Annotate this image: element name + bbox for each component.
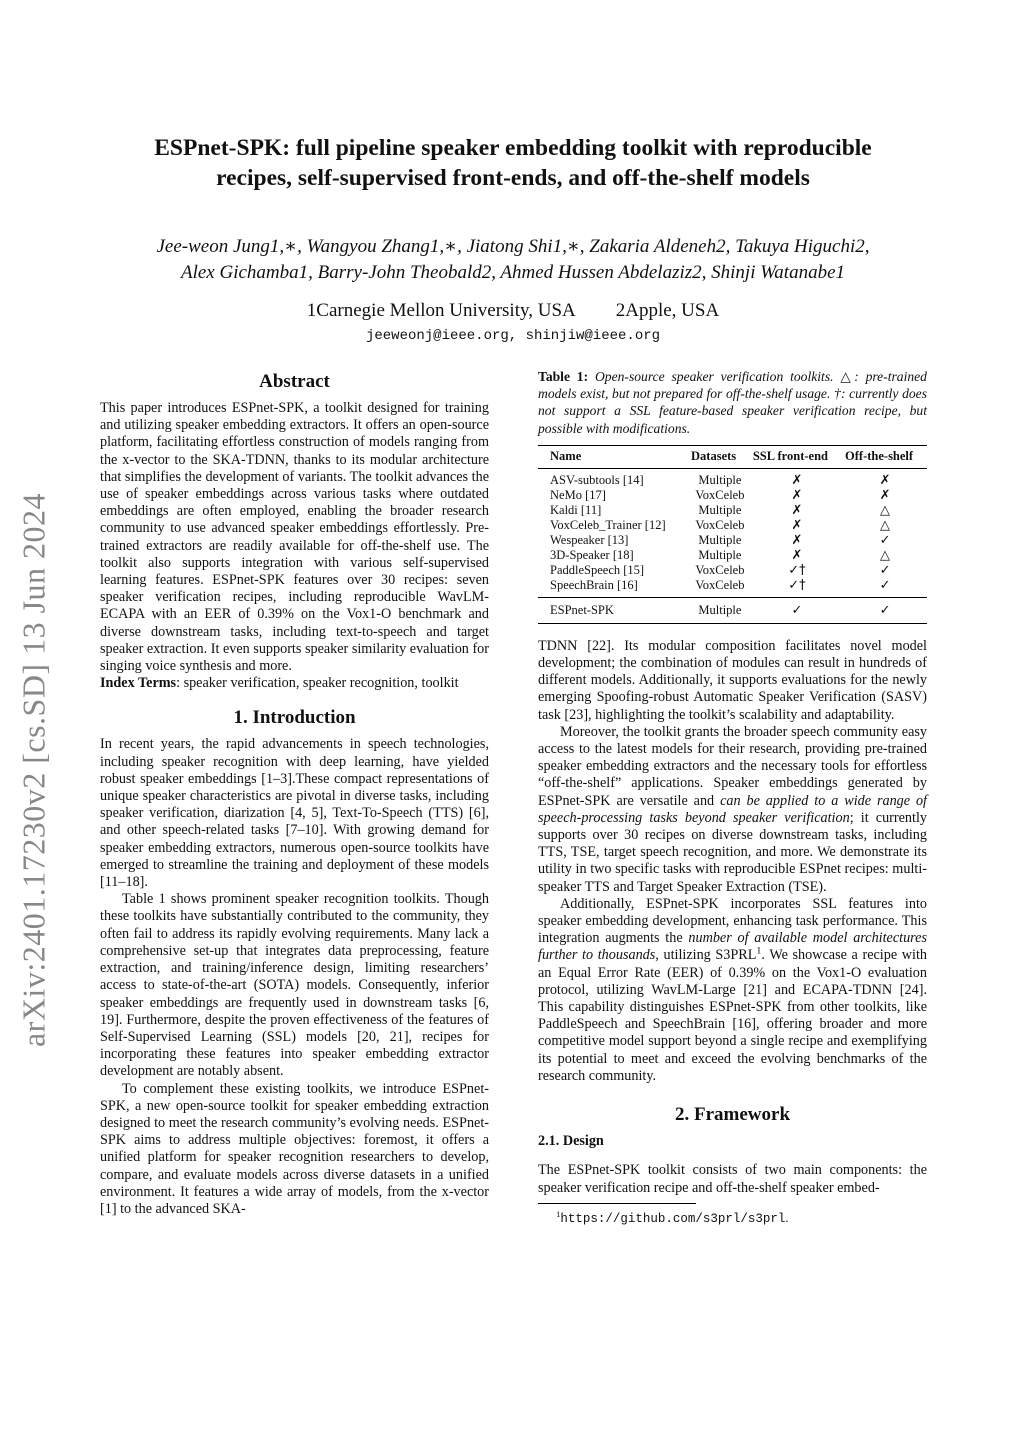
cell-name: Wespeaker [13] — [550, 532, 629, 547]
cell-offshelf: ✓ — [843, 597, 927, 623]
cell-ssl: ✓† — [788, 562, 806, 578]
cell-ssl: ✗ — [791, 547, 803, 563]
col-header-ssl: SSL front-end — [751, 445, 843, 468]
cell-name: 3D-Speaker [18] — [550, 547, 634, 562]
text-run: Moreover, the toolkit grants the broader speech community easy access to the latest models for their research, providing pre-trained speaker embedding extractors and the necessary tools for effortless “off-the-shelf” applications. Speaker embeddings generated by ESPnet-SPK are versatile and — [538, 723, 927, 809]
cell-offshelf: ✓ — [879, 532, 891, 548]
affiliations — [100, 298, 926, 324]
table-1-caption — [538, 368, 927, 437]
cell-ssl: ✓† — [788, 577, 806, 593]
right-paragraph-3 — [538, 896, 927, 1085]
cell-offshelf: △ — [880, 517, 891, 533]
framework-heading: 2. Framework — [674, 1104, 791, 1126]
index-terms — [100, 675, 489, 692]
intro-paragraph-1: In recent years, the rapid advancements in speech technologies, including speaker recognition with deep learning, have yielded robust speaker embeddings [1–3].These compact representations of unique speaker characteristics are pivotal in diverse tasks, including speaker verification, diarization [4, 5], Text-To-Speech (TTS) [6], and other speech-related tasks [7–10]. With growing demand for speaker embedding extractors, numerous open-source toolkits have emerged to streamline the training and deployment of these models [11–18]. — [100, 736, 489, 891]
col-header-name: Name — [538, 445, 689, 468]
col-header-offshelf: Off-the-shelf — [843, 445, 927, 468]
cell-offshelf: △ — [880, 547, 891, 563]
contact-emails: jeeweonj@ieee.org, shinjiw@ieee.org — [365, 328, 661, 344]
cell-ssl: ✗ — [791, 472, 803, 488]
cell-ssl: ✗ — [791, 487, 803, 503]
right-column — [538, 368, 927, 1228]
cell-name: Kaldi [11] — [550, 502, 602, 517]
table-row — [538, 468, 927, 488]
cell-ssl: ✗ — [791, 532, 803, 548]
cell-name: VoxCeleb_Trainer [12] — [550, 517, 666, 532]
cell-name: SpeechBrain [16] — [550, 577, 638, 592]
cell-ssl: ✗ — [791, 502, 803, 518]
affiliation-apple: 2Apple, USA — [615, 300, 720, 321]
cell-offshelf: ✗ — [879, 487, 891, 503]
cell-name: NeMo [17] — [550, 487, 606, 502]
table-row — [538, 503, 927, 518]
cell-datasets: VoxCeleb — [695, 517, 745, 532]
cell-offshelf: ✓ — [879, 577, 891, 593]
footnote — [538, 1210, 927, 1228]
authors-line-2: Alex Gichamba1, Barry-John Theobald2, Ahmed Hussen Abdelaziz2, Shinji Watanabe1 — [180, 262, 846, 283]
right-paragraph-1: TDNN [22]. Its modular composition facilitates novel model development; the combination of modules can result in hundreds of different models. Additionally, it supports evaluations for the newly emerging Spoofing-robust Automatic Speaker Verification (SASV) task [23], highlighting the toolkit’s scalability and adaptability. — [538, 637, 927, 723]
cell-ssl: ✓ — [751, 597, 843, 623]
right-paragraph-2 — [538, 724, 927, 896]
affiliation-cmu: 1Carnegie Mellon University, USA — [306, 300, 576, 321]
cell-datasets: VoxCeleb — [695, 577, 745, 592]
arxiv-sidebar-stamp — [2, 450, 66, 1090]
author-list — [100, 234, 926, 286]
cell-name: PaddleSpeech [15] — [550, 562, 645, 577]
framework-paragraph-1: The ESPnet-SPK toolkit consists of two main components: the speaker verification recipe and off-the-shelf speaker embed- — [538, 1162, 927, 1196]
table-row — [538, 578, 927, 598]
text-run: Additionally, ESPnet-SPK incorporates SSL features into speaker embedding development, enhancing task performance. This integration augments the — [538, 895, 927, 947]
table-row — [538, 518, 927, 533]
cell-offshelf: ✗ — [879, 472, 891, 488]
text-run: , utilizing S3PRL — [655, 947, 757, 964]
table-1-label: Table 1: — [538, 369, 589, 384]
cell-datasets: VoxCeleb — [695, 487, 745, 502]
cell-offshelf: △ — [880, 502, 891, 518]
intro-paragraph-2: Table 1 shows prominent speaker recognition toolkits. Though these toolkits have substantially contributed to the community, they often fail to address its rapidly evolving requirements. Many lack a comprehensive set-up that integrates data preprocessing, feature extraction, and training/inference design, limiting researchers’ access to state-of-the-art (SOTA) models. Consequently, inferior speaker embeddings are frequently used in downstream tasks [6, 19]. Furthermore, despite the proven effectiveness of the features of Self-Supervised Learning (SSL) models [20, 21], recipes for incorporating these features into speaker embedding extractor development are notably absent. — [100, 891, 489, 1080]
cell-datasets: Multiple — [698, 472, 742, 487]
text-run: . We showcase a recipe with an Equal Error Rate (EER) of 0.39% on the Vox1-O evaluation protocol, utilizing WavLM-Large [21] and ECAPA-TDNN [24]. This capability distinguishes ESPnet-SPK from other toolkits, like PaddleSpeech and SpeechBrain [16], offering broader and more competitive model support beyond a single recipe and exemplifying its potential to meet and exceed the evolving benchmarks of the research community. — [538, 947, 927, 1084]
table-row — [538, 488, 927, 503]
text-emphasis: number of available model architectures further to thousands — [538, 930, 927, 964]
text-emphasis: can be applied to a wide range of speech-processing tasks beyond speaker verification — [538, 792, 928, 826]
index-terms-label: Index Terms — [100, 675, 177, 692]
index-terms-text: : speaker verification, speaker recognition, toolkit — [176, 675, 459, 692]
abstract-heading: Abstract — [259, 371, 330, 392]
title-line-1: ESPnet-SPK: full pipeline speaker embedding toolkit with reproducible — [154, 135, 872, 161]
cell-datasets: VoxCeleb — [695, 562, 745, 577]
table-1-caption-text: Open-source speaker verification toolkits. △: pre-trained models exist, but not prepared for off-the-shelf usage. †: currently does not support a SSL feature-based speaker verification recipe, but possible with modifications. — [538, 369, 927, 436]
footnote-tail: . — [785, 1210, 789, 1225]
cell-datasets: Multiple — [689, 597, 751, 623]
left-column — [100, 368, 489, 1218]
footnote-url[interactable]: https://github.com/s3prl/s3prl — [560, 1211, 786, 1226]
text-run: ; it currently supports over 30 recipes on diverse downstream tasks, including TTS, TSE, target speech recognition, and more. We demonstrate its utility in two specific tasks with reproducible ESPnet recipes: multi-speaker TTS and Target Speaker Extraction (TSE). — [538, 809, 927, 895]
table-row — [538, 563, 927, 578]
cell-name: ASV-subtools [14] — [550, 472, 644, 487]
paper-title — [100, 133, 926, 193]
col-header-datasets: Datasets — [689, 445, 751, 468]
cell-name: ESPnet-SPK — [538, 597, 689, 623]
authors-line-1: Jee-weon Jung1,∗, Wangyou Zhang1,∗, Jiatong Shi1,∗, Zakaria Aldeneh2, Takuya Higuchi2, — [156, 236, 870, 257]
table-row — [538, 533, 927, 548]
design-subheading: 2.1. Design — [538, 1133, 604, 1150]
cell-datasets: Multiple — [698, 502, 742, 517]
cell-offshelf: ✓ — [879, 562, 891, 578]
abstract-text: This paper introduces ESPnet-SPK, a toolkit designed for training and utilizing speaker embedding extractors. It offers an open-source platform, facilitating effortless construction of models ranging from the x-vector to the SKA-TDNN, thanks to its modular architecture that simplifies the development of variants. The toolkit advances the use of speaker embeddings across various tasks where outdated embeddings are often employed, enabling the broader research community to use advanced speaker embeddings effortlessly. Pre-trained extractors are readily available for off-the-shelf use. The toolkit also supports integration with various self-supervised learning features. ESPnet-SPK features over 30 recipes: seven speaker verification recipes, including reproducible WavLM-ECAPA with an EER of 0.39% on the Vox1-O benchmark and diverse downstream tasks, including text-to-speech and target speaker extraction. It even supports speaker similarity evaluation for singing voice synthesis and more. — [100, 400, 489, 675]
table-row-espnet — [538, 597, 927, 623]
cell-datasets: Multiple — [698, 532, 742, 547]
table-row — [538, 548, 927, 563]
intro-heading: 1. Introduction — [233, 707, 356, 729]
title-line-2: recipes, self-supervised front-ends, and off-the-shelf models — [216, 165, 810, 191]
footnote-rule — [538, 1203, 696, 1204]
cell-datasets: Multiple — [698, 547, 742, 562]
footnote-marker: 1 — [756, 945, 762, 957]
toolkit-table — [538, 445, 927, 624]
arxiv-id: arXiv:2401.17230v2 [cs.SD] 13 Jun 2024 — [15, 492, 52, 1048]
table-header-row — [538, 445, 927, 468]
footnote-number: 1 — [556, 1208, 561, 1219]
intro-paragraph-3: To complement these existing toolkits, we introduce ESPnet-SPK, a new open-source toolkit for speaker embedding extraction designed to meet the research community’s evolving needs. ESPnet-SPK aims to address multiple objectives: foremost, it offers a unified platform for speaker recognition researchers to develop, compare, and evaluate models across diverse datasets in a unified environment. It features a wide array of models, from the x-vector [1] to the advanced SKA- — [100, 1080, 489, 1217]
cell-ssl: ✗ — [791, 517, 803, 533]
